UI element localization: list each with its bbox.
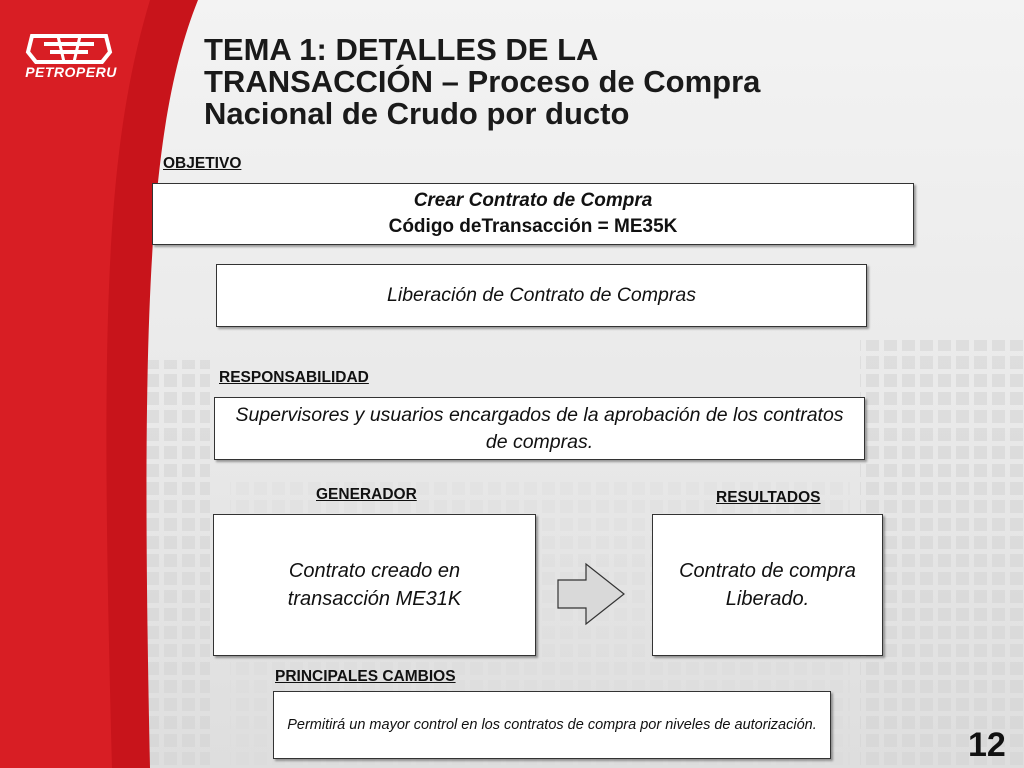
cambios-label: PRINCIPALES CAMBIOS bbox=[275, 668, 456, 685]
resultados-line-2: Liberado. bbox=[725, 588, 810, 610]
objetivo-line-1: Crear Contrato de Compra bbox=[413, 190, 653, 211]
objetivo-line-2: Código deTransacción = ME35K bbox=[388, 216, 678, 237]
title-line-1: TEMA 1: DETALLES DE LA bbox=[204, 32, 599, 67]
title-line-3: Nacional de Crudo por ducto bbox=[204, 96, 630, 131]
responsabilidad-text: Supervisores y usuarios encargados de la aprobación de los contratos de compras. bbox=[235, 403, 844, 453]
responsabilidad-label: RESPONSABILIDAD bbox=[219, 369, 369, 386]
cambios-box bbox=[273, 691, 831, 759]
generador-line-2: transacción ME31K bbox=[287, 588, 462, 610]
responsabilidad-box bbox=[214, 397, 865, 460]
objetivo-box bbox=[152, 183, 914, 245]
generador-box bbox=[213, 514, 536, 656]
generador-line-1: Contrato creado en bbox=[288, 560, 461, 582]
generador-label: GENERADOR bbox=[316, 486, 417, 503]
title-line-2: TRANSACCIÓN – Proceso de Compra bbox=[204, 64, 761, 99]
resultados-box bbox=[652, 514, 883, 656]
liberacion-box bbox=[216, 264, 867, 327]
objetivo-label: OBJETIVO bbox=[163, 155, 242, 172]
right-arrow-icon bbox=[556, 562, 628, 626]
page-number: 12 bbox=[968, 726, 1006, 764]
cambios-text: Permitirá un mayor control en los contratos de compra por niveles de autorización. bbox=[287, 716, 817, 733]
page-title bbox=[204, 34, 844, 130]
resultados-label: RESULTADOS bbox=[716, 489, 821, 506]
resultados-line-1: Contrato de compra bbox=[679, 560, 856, 582]
red-side-band bbox=[0, 0, 200, 768]
logo-wordmark: PETROPERU bbox=[25, 64, 117, 80]
liberacion-text: Liberación de Contrato de Compras bbox=[387, 284, 696, 306]
